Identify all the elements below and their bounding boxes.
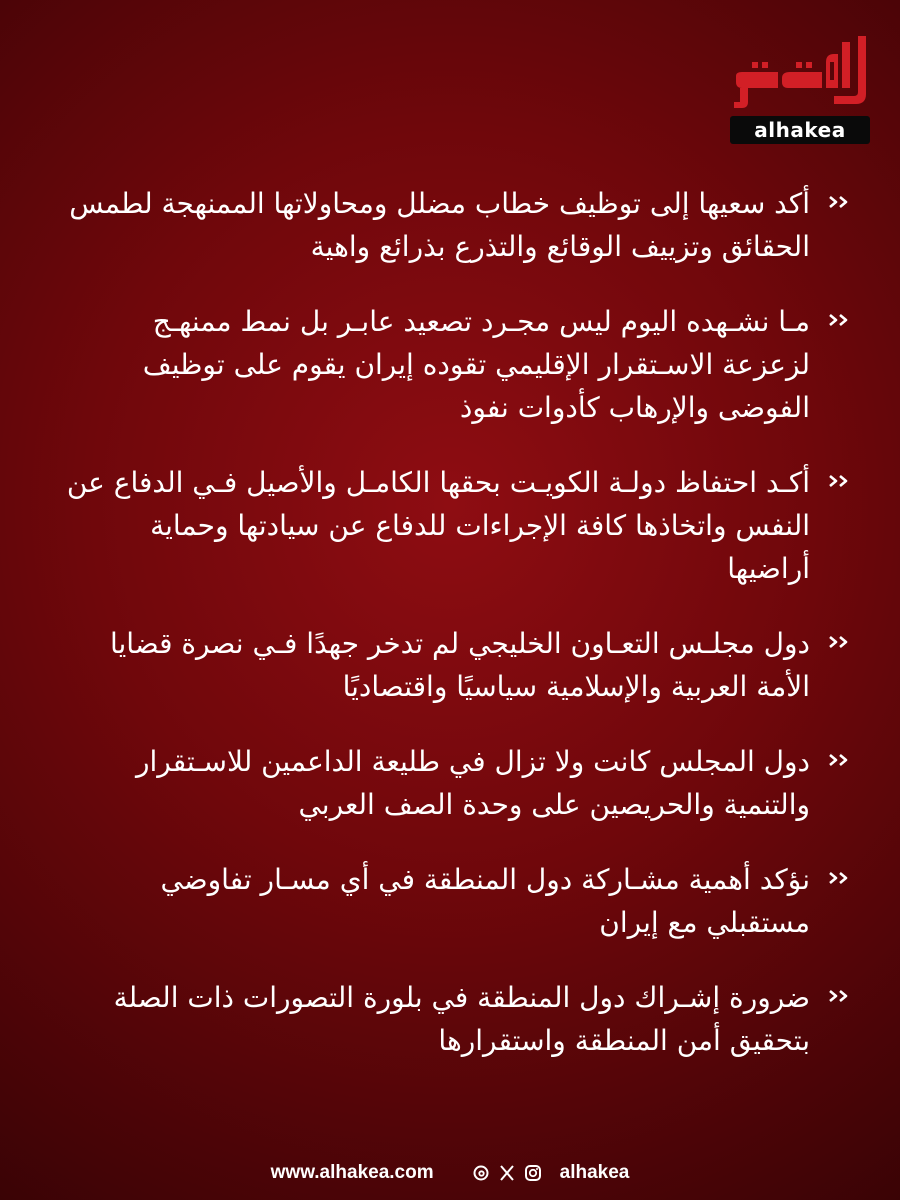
double-chevron-icon xyxy=(826,869,852,887)
list-item xyxy=(60,858,852,944)
item-text: نؤكد أهمية مشـاركة دول المنطقة في أي مسـار تفاوضي مستقبلي مع إيران xyxy=(160,863,810,939)
list-item xyxy=(60,740,852,826)
double-chevron-icon xyxy=(826,311,852,329)
footer xyxy=(0,1160,900,1186)
list-item xyxy=(60,300,852,429)
instagram-icon[interactable] xyxy=(524,1164,542,1182)
item-text: أكد سعيها إلى توظيف خطاب مضلل ومحاولاتها الممنهجة لطمس الحقائق وتزييف الوقائع والتذرع بذرائع واهية xyxy=(69,187,810,263)
item-text: مـا نشـهده اليوم ليس مجـرد تصعيد عابـر بل نمط ممنهـج لزعزعة الاسـتقرار الإقليمي تقوده إيران يقوم على توظيف الفوضى والإرهاب كأدوات نفوذ xyxy=(142,305,810,424)
website-link[interactable]: www.alhakea.com xyxy=(270,1162,434,1183)
double-chevron-icon xyxy=(826,193,852,211)
social-icons xyxy=(472,1164,542,1182)
double-chevron-icon xyxy=(826,472,852,490)
logo-text: alhakea xyxy=(730,116,870,144)
item-text: أكـد احتفاظ دولـة الكويـت بحقها الكامـل والأصيل فـي الدفاع عن النفس واتخاذها كافة الإجراءات للدفاع عن سيادتها وحماية أراضيها xyxy=(66,466,810,585)
list-item xyxy=(60,461,852,590)
social-handle[interactable]: alhakea xyxy=(559,1162,630,1183)
threads-icon[interactable] xyxy=(472,1164,490,1182)
statement-list xyxy=(60,182,852,1094)
double-chevron-icon xyxy=(826,633,852,651)
list-item xyxy=(60,182,852,268)
item-text: ضرورة إشـراك دول المنطقة في بلورة التصورات ذات الصلة بتحقيق أمن المنطقة واستقرارها xyxy=(113,981,810,1057)
double-chevron-icon xyxy=(826,751,852,769)
alhakea-logo-icon xyxy=(730,32,870,112)
brand-logo xyxy=(730,32,870,144)
list-item xyxy=(60,622,852,708)
double-chevron-icon xyxy=(826,987,852,1005)
item-text: دول مجلـس التعـاون الخليجي لم تدخر جهدًا فـي نصرة قضايا الأمة العربية والإسلامية سياسيًا واقتصاديًا xyxy=(109,627,810,703)
item-text: دول المجلس كانت ولا تزال في طليعة الداعمين للاسـتقرار والتنمية والحريصين على وحدة الصف العربي xyxy=(135,745,810,821)
x-icon[interactable] xyxy=(498,1164,516,1182)
list-item xyxy=(60,976,852,1062)
